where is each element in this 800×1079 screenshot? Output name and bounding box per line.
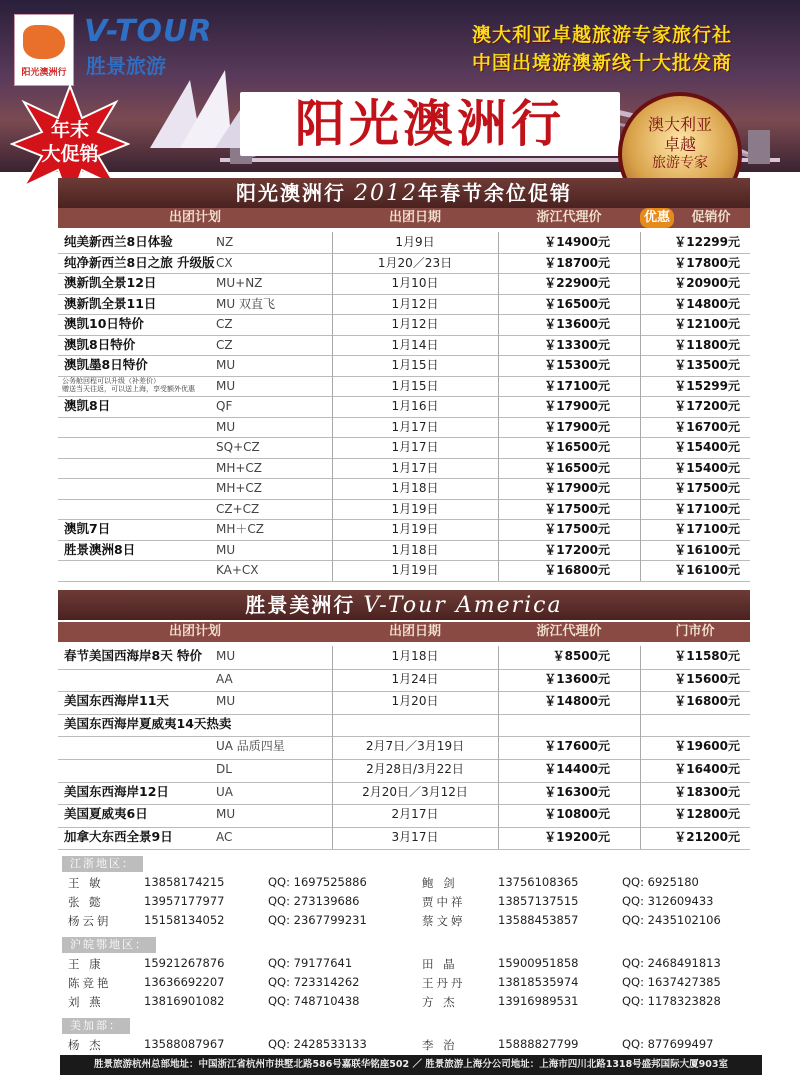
region-label: 美加部： bbox=[62, 1018, 130, 1034]
table-row bbox=[58, 759, 750, 783]
row-agent-price: ￥16300元 bbox=[544, 784, 610, 799]
row-agent-price: ￥18700元 bbox=[544, 255, 610, 270]
section2-title-en: V-Tour America bbox=[363, 593, 563, 618]
row-promo-price: ￥14800元 bbox=[674, 296, 740, 311]
row-date: 1月20日 bbox=[391, 694, 439, 709]
row-promo-price: ￥12100元 bbox=[674, 317, 740, 331]
table-row bbox=[58, 519, 750, 541]
row-airline: SQ+CZ bbox=[216, 440, 260, 454]
contact-phone: 13857137515 bbox=[498, 894, 579, 908]
row-promo-price: ￥16100元 bbox=[674, 542, 740, 557]
row-agent-price: ￥17500元 bbox=[544, 501, 610, 516]
row-agent-price: ￥10800元 bbox=[544, 807, 610, 822]
row-agent-price: ￥15300元 bbox=[544, 358, 610, 372]
row-date: 1月12日 bbox=[391, 317, 439, 331]
contact-name: 田 晶 bbox=[422, 957, 458, 971]
column-divider bbox=[640, 232, 641, 581]
row-promo-price: ￥11800元 bbox=[674, 337, 740, 352]
col-promo-price: 促销价 bbox=[691, 210, 731, 225]
contact-qq: QQ: 2435102106 bbox=[622, 913, 721, 927]
row-plan-name: 澳凯10日特价 bbox=[64, 316, 144, 331]
row-airline: MU bbox=[216, 649, 236, 663]
contact-qq: QQ: 2468491813 bbox=[622, 956, 721, 970]
row-date: 1月15日 bbox=[391, 378, 439, 393]
table-row bbox=[58, 396, 750, 418]
contact-name: 张 懿 bbox=[68, 895, 104, 909]
row-date: 1月20／23日 bbox=[377, 255, 453, 270]
contact-qq: QQ: 748710438 bbox=[268, 994, 360, 1008]
row-date: 2月20日／3月12日 bbox=[362, 784, 468, 799]
contact-qq: QQ: 723314262 bbox=[268, 975, 360, 989]
row-plan-name: 澳凯7日 bbox=[64, 521, 111, 536]
table-row bbox=[58, 437, 750, 459]
contact-phone: 15900951858 bbox=[498, 956, 579, 970]
table-row bbox=[58, 827, 750, 851]
table-row bbox=[58, 314, 750, 336]
contact-qq: QQ: 1697525886 bbox=[268, 875, 367, 889]
col-plan: 出团计划 bbox=[168, 210, 221, 225]
contact-qq: QQ: 79177641 bbox=[268, 956, 353, 970]
row-promo-price: ￥17100元 bbox=[674, 501, 740, 516]
contact-phone: 15888827799 bbox=[498, 1037, 579, 1051]
col-date: 出团日期 bbox=[388, 210, 441, 225]
col2-date: 出团日期 bbox=[388, 624, 441, 639]
row-date: 1月19日 bbox=[391, 522, 439, 536]
row-airline: MU bbox=[216, 542, 236, 557]
row-airline: NZ bbox=[216, 235, 234, 249]
seal-line-3: 旅游专家 bbox=[652, 155, 708, 171]
row-date: 1月18日 bbox=[391, 481, 439, 495]
section2-title bbox=[58, 590, 750, 621]
table-row bbox=[58, 294, 750, 316]
row-airline: AC bbox=[216, 829, 233, 844]
row-agent-price: ￥17600元 bbox=[544, 739, 610, 754]
row-promo-price: ￥11580元 bbox=[674, 649, 740, 663]
row-promo-price: ￥15400元 bbox=[674, 460, 740, 475]
row-airline: MH+CZ bbox=[216, 460, 263, 475]
row-agent-price: ￥16800元 bbox=[544, 563, 610, 577]
table-row bbox=[58, 499, 750, 521]
row-agent-price: ￥17900元 bbox=[544, 399, 610, 413]
row-plan-name: 加拿大东西全景9日 bbox=[64, 828, 173, 844]
col2-agent-price: 浙江代理价 bbox=[536, 624, 602, 639]
row-plan-name: 澳凯墨8日特价 bbox=[64, 357, 148, 372]
promo-star-text bbox=[10, 118, 130, 166]
table-row bbox=[58, 232, 750, 254]
contact-qq: QQ: 1178323828 bbox=[622, 994, 721, 1008]
row-agent-price: ￥16500元 bbox=[544, 296, 610, 311]
note-line-2: 赠送当天往返，可以送上海，享受额外优惠 bbox=[62, 385, 195, 393]
row-airline: MU+NZ bbox=[216, 276, 263, 290]
row-promo-price: ￥12800元 bbox=[674, 807, 740, 822]
row-airline: DL bbox=[216, 762, 232, 776]
contact-phone: 13818535974 bbox=[498, 975, 579, 989]
row-airline: MH+CZ bbox=[216, 481, 263, 495]
row-plan-name: 纯净新西兰8日之旅 升级版 bbox=[64, 254, 215, 270]
col2-retail-price: 门市价 bbox=[675, 624, 715, 639]
row-promo-price: ￥16400元 bbox=[674, 762, 740, 776]
row-plan-name: 纯美新西兰8日体验 bbox=[64, 234, 173, 249]
contact-phone: 15921267876 bbox=[144, 956, 225, 970]
row-promo-price: ￥13500元 bbox=[674, 358, 740, 372]
row-agent-price: ￥17900元 bbox=[544, 481, 610, 495]
table-row bbox=[58, 417, 750, 439]
row-date: 1月17日 bbox=[391, 419, 439, 434]
row-airline: MU bbox=[216, 807, 236, 822]
row-date: 1月15日 bbox=[391, 358, 439, 372]
row-date: 2月17日 bbox=[391, 807, 439, 822]
contact-name: 王 敏 bbox=[68, 876, 104, 890]
contact-name: 杨云钥 bbox=[68, 914, 112, 928]
row-date: 1月16日 bbox=[391, 399, 439, 413]
row-airline: UA bbox=[216, 784, 233, 799]
row-agent-price: ￥13600元 bbox=[544, 317, 610, 331]
row-promo-price: ￥12299元 bbox=[674, 235, 740, 249]
row-airline: CZ bbox=[216, 317, 233, 331]
table-row bbox=[58, 782, 750, 806]
table-row bbox=[58, 560, 750, 582]
row-date: 1月19日 bbox=[391, 501, 439, 516]
row-promo-price: ￥21200元 bbox=[674, 829, 740, 844]
contact-qq: QQ: 2367799231 bbox=[268, 913, 367, 927]
table-row bbox=[58, 691, 750, 715]
row-airline: KA+CX bbox=[216, 563, 259, 577]
promo-star-line-1: 年末 bbox=[50, 119, 89, 141]
row-date: 2月28日/3月22日 bbox=[366, 762, 464, 776]
section1-title bbox=[58, 178, 750, 209]
brand-name-en: V-TOUR bbox=[84, 14, 213, 49]
row-promo-price: ￥20900元 bbox=[674, 276, 740, 290]
row-date: 1月19日 bbox=[391, 563, 439, 577]
table-row bbox=[58, 273, 750, 295]
row-date: 3月17日 bbox=[391, 829, 439, 844]
column-divider bbox=[332, 232, 333, 581]
note-line-1: 公务舱回程可以升级（补差价） bbox=[62, 377, 160, 385]
contact-phone: 13858174215 bbox=[144, 875, 225, 889]
row-airline: CX bbox=[216, 255, 233, 270]
table-row bbox=[58, 669, 750, 693]
col2-plan: 出团计划 bbox=[168, 624, 221, 639]
contact-qq: QQ: 6925180 bbox=[622, 875, 699, 889]
table-row bbox=[58, 804, 750, 828]
row-plan-name: 澳新凯全景11日 bbox=[64, 295, 157, 311]
seal-line-2: 卓越 bbox=[663, 135, 696, 154]
row-date: 1月17日 bbox=[391, 460, 439, 475]
footer-address: 胜景旅游杭州总部地址：中国浙江省杭州市拱墅北路586号嘉联华铭座502 ／ 胜景旅游上海分公司地址：上海市四川北路1318号盛邦国际大厦903室 bbox=[60, 1055, 762, 1075]
section2-column-header bbox=[58, 622, 750, 642]
row-plan-name: 美国东西海岸12日 bbox=[64, 783, 169, 799]
row-promo-price: ￥15400元 bbox=[674, 440, 740, 454]
row-airline: MU bbox=[216, 694, 236, 709]
table-row bbox=[58, 646, 750, 670]
row-plan-name: 胜景澳洲8日 bbox=[64, 541, 136, 557]
row-airline: MU 双直飞 bbox=[216, 296, 275, 311]
row-airline: MU bbox=[216, 419, 236, 434]
promo-star-line-2: 大促销 bbox=[41, 143, 99, 165]
section1-title-tail: 年春节余位促销 bbox=[418, 181, 572, 205]
table-row bbox=[58, 478, 750, 500]
contacts-panel bbox=[60, 856, 760, 1052]
contact-qq: QQ: 2428533133 bbox=[268, 1037, 367, 1051]
contact-phone: 13588087967 bbox=[144, 1037, 225, 1051]
row-agent-price: ￥14800元 bbox=[544, 694, 610, 709]
australia-map-icon bbox=[23, 25, 65, 59]
row-agent-price: ￥17500元 bbox=[544, 522, 610, 536]
row-date: 2月7日／3月19日 bbox=[365, 739, 465, 754]
brand-name-cn: 胜景旅游 bbox=[86, 54, 166, 78]
row-agent-price: ￥17900元 bbox=[544, 419, 610, 434]
contact-name: 蔡文婷 bbox=[422, 914, 466, 928]
section2-title-main: 胜景美洲行 bbox=[245, 593, 356, 617]
section1-banner bbox=[58, 178, 750, 208]
region-label: 江浙地区： bbox=[62, 856, 143, 872]
row-promo-price: ￥17500元 bbox=[674, 481, 740, 495]
company-logo bbox=[14, 14, 74, 86]
contact-name: 王丹丹 bbox=[422, 976, 466, 990]
row-date: 1月18日 bbox=[391, 649, 439, 663]
row-plan-name: 美国东西海岸11天 bbox=[64, 693, 169, 709]
contact-qq: QQ: 273139686 bbox=[268, 894, 360, 908]
row-plan-name: 澳凯8日特价 bbox=[64, 336, 136, 352]
table-row bbox=[58, 736, 750, 760]
contact-name: 王 康 bbox=[68, 957, 104, 971]
contact-phone: 13588453857 bbox=[498, 913, 579, 927]
tagline-1: 澳大利亚卓越旅游专家旅行社 bbox=[471, 24, 732, 46]
row-promo-price: ￥17800元 bbox=[674, 255, 740, 270]
table-row bbox=[58, 714, 750, 738]
row-agent-price: ￥8500元 bbox=[552, 649, 610, 663]
row-agent-price: ￥14900元 bbox=[544, 235, 610, 249]
contact-name: 李 治 bbox=[422, 1038, 458, 1052]
row-date: 1月14日 bbox=[391, 337, 439, 352]
contact-name: 贾中祥 bbox=[422, 895, 466, 909]
row-airline: MU bbox=[216, 378, 236, 393]
region-label: 沪皖鄂地区： bbox=[62, 937, 156, 953]
main-title: 阳光澳洲行 bbox=[295, 95, 565, 153]
row-agent-price: ￥13300元 bbox=[544, 337, 610, 352]
row-airline: MH＋CZ bbox=[216, 522, 264, 536]
row-airline: UA 品质四星 bbox=[216, 739, 285, 754]
contact-qq: QQ: 877699497 bbox=[622, 1037, 714, 1051]
row-agent-price: ￥19200元 bbox=[544, 829, 610, 844]
seal-line-1: 澳大利亚 bbox=[647, 115, 712, 134]
row-agent-price: ￥16500元 bbox=[544, 460, 610, 475]
row-agent-price: ￥16500元 bbox=[544, 440, 610, 454]
row-promo-price: ￥16800元 bbox=[674, 694, 740, 709]
row-plan-name: 美国东西海岸夏威夷14天热卖 bbox=[64, 715, 232, 731]
column-divider bbox=[498, 646, 499, 849]
column-divider bbox=[640, 646, 641, 849]
contact-phone: 15158134052 bbox=[144, 913, 225, 927]
contact-name: 杨 杰 bbox=[68, 1038, 104, 1052]
table-row bbox=[58, 355, 750, 377]
row-airline: CZ bbox=[216, 337, 233, 352]
col-agent-price: 浙江代理价 bbox=[536, 210, 602, 225]
contact-phone: 13916989531 bbox=[498, 994, 579, 1008]
section1-title-year: 2012 bbox=[354, 181, 418, 206]
contact-name: 方 杰 bbox=[422, 995, 458, 1009]
row-airline: MU bbox=[216, 358, 236, 372]
section1-note bbox=[62, 377, 195, 393]
section1-column-header bbox=[58, 208, 750, 228]
row-date: 1月12日 bbox=[391, 296, 439, 311]
row-promo-price: ￥17200元 bbox=[674, 399, 740, 413]
row-date: 1月24日 bbox=[391, 671, 439, 686]
row-date: 1月9日 bbox=[395, 235, 435, 249]
row-agent-price: ￥22900元 bbox=[544, 276, 610, 290]
row-promo-price: ￥16100元 bbox=[674, 563, 740, 577]
contact-phone: 13816901082 bbox=[144, 994, 225, 1008]
logo-text: 阳光澳洲行 bbox=[21, 68, 67, 78]
row-plan-name: 澳凯8日 bbox=[64, 398, 111, 413]
row-promo-price: ￥19600元 bbox=[674, 739, 740, 754]
contact-name: 鲍 剑 bbox=[422, 876, 458, 890]
row-promo-price: ￥15299元 bbox=[674, 378, 740, 393]
section2-banner bbox=[58, 590, 750, 620]
contact-phone: 13636692207 bbox=[144, 975, 225, 989]
row-airline: AA bbox=[216, 671, 233, 686]
row-agent-price: ￥17100元 bbox=[544, 378, 610, 393]
row-plan-name: 澳新凯全景12日 bbox=[64, 275, 157, 290]
table-row bbox=[58, 540, 750, 562]
table-row bbox=[58, 335, 750, 357]
row-agent-price: ￥17200元 bbox=[544, 542, 610, 557]
row-airline: CZ+CZ bbox=[216, 501, 260, 516]
row-plan-name: 春节美国西海岸8天 特价 bbox=[64, 648, 203, 663]
contact-phone: 13756108365 bbox=[498, 875, 579, 889]
row-airline: QF bbox=[216, 399, 233, 413]
row-plan-name: 美国夏威夷6日 bbox=[64, 806, 148, 822]
column-divider bbox=[498, 232, 499, 581]
row-agent-price: ￥14400元 bbox=[544, 762, 610, 776]
table-row bbox=[58, 458, 750, 480]
column-divider bbox=[332, 646, 333, 849]
contact-qq: QQ: 312609433 bbox=[622, 894, 714, 908]
table-row bbox=[58, 253, 750, 275]
contact-phone: 13957177977 bbox=[144, 894, 225, 908]
row-date: 1月18日 bbox=[391, 542, 439, 557]
row-promo-price: ￥18300元 bbox=[674, 784, 740, 799]
contact-name: 陈竞艳 bbox=[68, 976, 112, 990]
row-date: 1月17日 bbox=[391, 440, 439, 454]
row-promo-price: ￥16700元 bbox=[674, 419, 740, 434]
row-agent-price: ￥13600元 bbox=[544, 671, 610, 686]
tagline-2: 中国出境游澳新线十大批发商 bbox=[471, 52, 732, 74]
contact-qq: QQ: 1637427385 bbox=[622, 975, 721, 989]
row-promo-price: ￥15600元 bbox=[674, 671, 740, 686]
row-promo-price: ￥17100元 bbox=[674, 522, 740, 536]
row-date: 1月10日 bbox=[391, 276, 439, 290]
contact-name: 刘 燕 bbox=[68, 995, 104, 1009]
col-discount-tag: 优惠 bbox=[640, 208, 674, 228]
section1-title-main: 阳光澳洲行 bbox=[236, 181, 346, 205]
